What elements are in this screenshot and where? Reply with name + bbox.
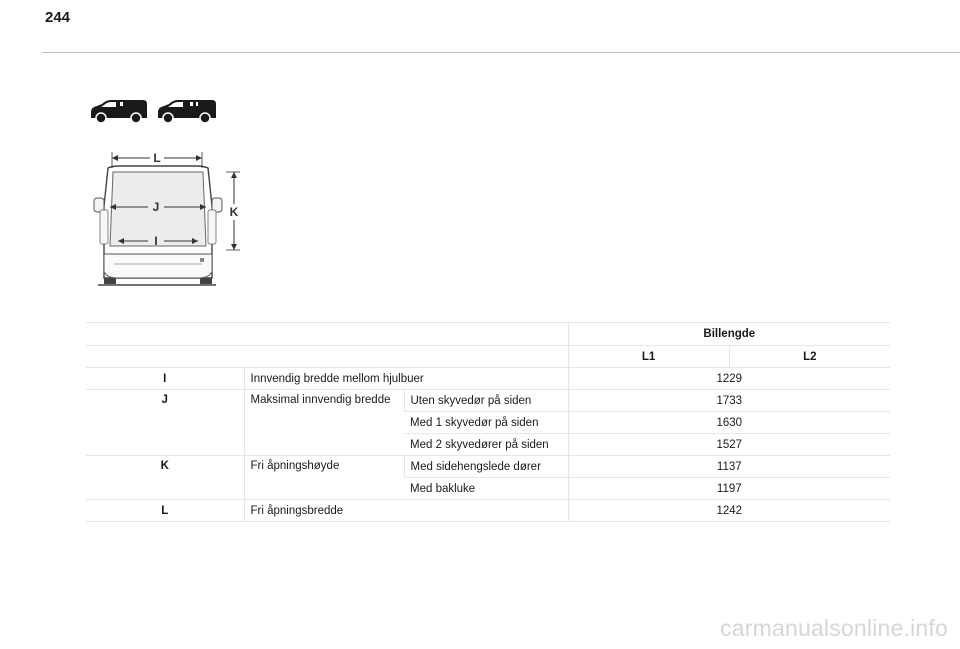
row-code: L xyxy=(86,500,244,522)
van-l1-icon xyxy=(89,98,149,124)
row-code: J xyxy=(86,390,244,456)
row-variant: Med bakluke xyxy=(404,478,568,500)
header-spacer xyxy=(86,323,568,346)
dim-label-j: J xyxy=(152,200,160,214)
row-description: Innvendig bredde mellom hjulbuer xyxy=(244,368,568,390)
row-description: Maksimal innvendig bredde xyxy=(244,390,404,456)
dimensions-table xyxy=(86,322,890,522)
row-value: 1630 xyxy=(568,412,890,434)
vehicle-length-header: Billengde xyxy=(568,323,890,346)
watermark: carmanualsonline.info xyxy=(720,615,948,641)
table-subheader-row xyxy=(86,346,890,368)
column-l2: L2 xyxy=(729,346,890,368)
table-header-row xyxy=(86,323,890,346)
dim-label-k: K xyxy=(229,205,239,219)
page-number: 244 xyxy=(45,9,71,26)
table-row xyxy=(86,368,890,390)
dim-label-i: I xyxy=(154,234,158,248)
row-variant: Uten skyvedør på siden xyxy=(404,390,568,412)
row-value: 1527 xyxy=(568,434,890,456)
dim-label-l: L xyxy=(153,151,161,165)
row-variant: Med sidehengslede dører xyxy=(404,456,568,478)
subheader-spacer xyxy=(86,346,568,368)
rear-cargo-diagram xyxy=(88,146,248,291)
row-variant: Med 1 skyvedør på siden xyxy=(404,412,568,434)
row-variant: Med 2 skyvedører på siden xyxy=(404,434,568,456)
van-l2-icon xyxy=(156,98,218,124)
column-l1: L1 xyxy=(568,346,729,368)
row-code: K xyxy=(86,456,244,500)
table-row xyxy=(86,456,890,478)
row-value: 1197 xyxy=(568,478,890,500)
row-value: 1137 xyxy=(568,456,890,478)
table-row xyxy=(86,500,890,522)
table-row xyxy=(86,390,890,412)
row-description: Fri åpningshøyde xyxy=(244,456,404,500)
row-description: Fri åpningsbredde xyxy=(244,500,568,522)
row-value: 1229 xyxy=(568,368,890,390)
row-code: I xyxy=(86,368,244,390)
row-value: 1242 xyxy=(568,500,890,522)
row-value: 1733 xyxy=(568,390,890,412)
header-divider xyxy=(42,52,960,53)
